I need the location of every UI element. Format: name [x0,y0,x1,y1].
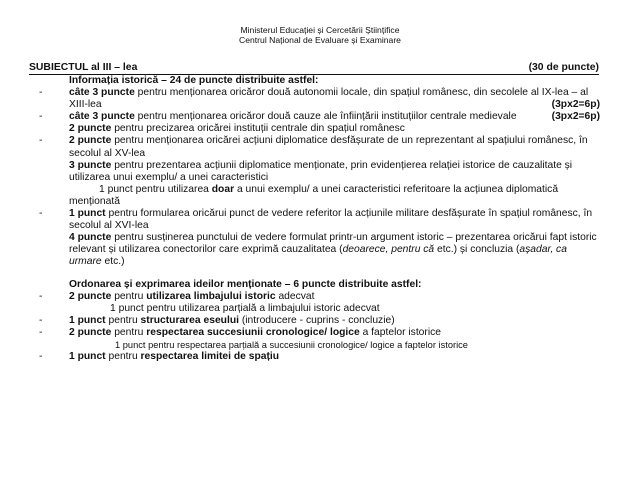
list-item [39,111,600,123]
item-text: pentru [111,326,147,338]
bullet: - [39,351,43,363]
list-item-sub [69,184,600,208]
points-label: 3 puncte [69,159,112,171]
item-text: etc.) [101,256,125,268]
section-ordering-title: Ordonarea și exprimarea ideilor menționate – 6 puncte distribuite astfel: [69,278,422,290]
item-text: pentru [111,290,147,302]
subject-title: SUBIECTUL al III – lea [29,62,138,73]
points-label: 2 puncte [69,290,112,302]
item-text: pentru menționarea oricăror două autonomii locale, din spațiul românesc, din secolele al IX-lea – al XIII-lea [69,87,589,111]
header-ministry: Ministerul Educației și Cercetării Științifice [240,25,400,35]
item-text: pentru susținerea punctului de vedere formulat printr-un argument istoric – prezentarea oricărui fapt istoric relevant și utilizarea conectorilor care exprimă cauzalitatea ( [69,232,597,256]
item-text: adecvat [275,290,315,302]
item-text: pentru [105,314,141,326]
list-item [39,87,600,111]
points-label: 1 punct [69,351,106,363]
spacer [0,269,640,279]
criterion-text: respectarea limitei de spațiu [140,351,280,363]
header-center: Centrul Național de Evaluare și Examinare [239,35,401,45]
list-item [39,208,600,232]
list-item [39,290,600,303]
list-item-sub [110,303,600,315]
criterion-text: respectarea succesiunii cronologice/ logice [146,326,360,338]
list-item [39,351,600,363]
item-text: 1 punct pentru respectarea parțială a succesiunii cronologice/ logice a faptelor istorice [115,339,468,350]
list-item [39,314,600,327]
item-text: pentru menționarea oricăror două cauze ale înființării instituțiilor centrale medievale [134,111,517,123]
bullet: - [39,135,43,147]
item-text: pentru formularea oricărui punct de vedere referitor la acțiunile militare desfășurate în spațiul românesc, în secolul al XVI-lea [69,208,593,232]
list-item [69,232,600,268]
points-label: câte 3 puncte [69,87,135,99]
item-text: pentru menționarea oricărei acțiuni diplomatice desfășurate de un reprezentant al spațiului românesc, în secolul al XV-lea [69,135,588,159]
subject-heading [29,62,599,75]
criterion-text: structurarea eseului [140,314,239,326]
bullet: - [39,111,43,123]
item-text: 1 punct pentru utilizarea parțială a limbajului istoric adecvat [110,302,380,314]
item-text: 1 punct pentru utilizarea [99,183,212,195]
points-label: 2 puncte [69,326,112,338]
item-text: a faptelor istorice [359,326,442,338]
item-text: pentru prezentarea acțiunii diplomatice menționate, prin evidențierea relației istorice de cauzalitate și utilizarea unui exemplu/ a unei caracteristici [69,159,573,183]
bullet: - [39,208,43,220]
points-formula: (3px2=6p) [551,111,600,123]
item-text: (introducere - cuprins - concluzie) [238,314,395,326]
list-item [69,123,600,135]
points-label: 2 puncte [69,123,112,135]
emphasis-text: doar [211,183,235,195]
points-label: câte 3 puncte [69,111,135,123]
bullet: - [39,87,43,99]
section-information-title: Informația istorică – 24 de puncte distribuite astfel: [69,75,319,86]
list-item-sub [115,339,600,351]
bullet: - [39,290,43,302]
grading-content [0,75,640,363]
points-label: 1 punct [69,208,106,220]
item-text: a unui exemplu/ a unei caracteristici referitoare la acțiunea diplomatică menționată [69,183,559,207]
bullet: - [39,314,43,326]
subject-points: (30 de puncte) [528,62,599,73]
item-text: etc.) și concluzia ( [434,244,520,256]
item-text: pentru [105,351,141,363]
points-label: 1 punct [69,314,106,326]
italic-text: așadar, ca urmare [69,244,567,268]
list-item [39,326,600,339]
list-item [69,160,600,184]
criterion-text: utilizarea limbajului istoric [146,290,276,302]
list-item [39,135,600,159]
points-formula: (3px2=6p) [551,99,600,111]
points-label: 4 puncte [69,232,112,244]
points-label: 2 puncte [69,135,112,147]
italic-text: deoarece, pentru că [342,244,435,256]
bullet: - [39,326,43,338]
item-text: pentru precizarea oricărei instituții centrale din spațiul românesc [111,123,405,135]
